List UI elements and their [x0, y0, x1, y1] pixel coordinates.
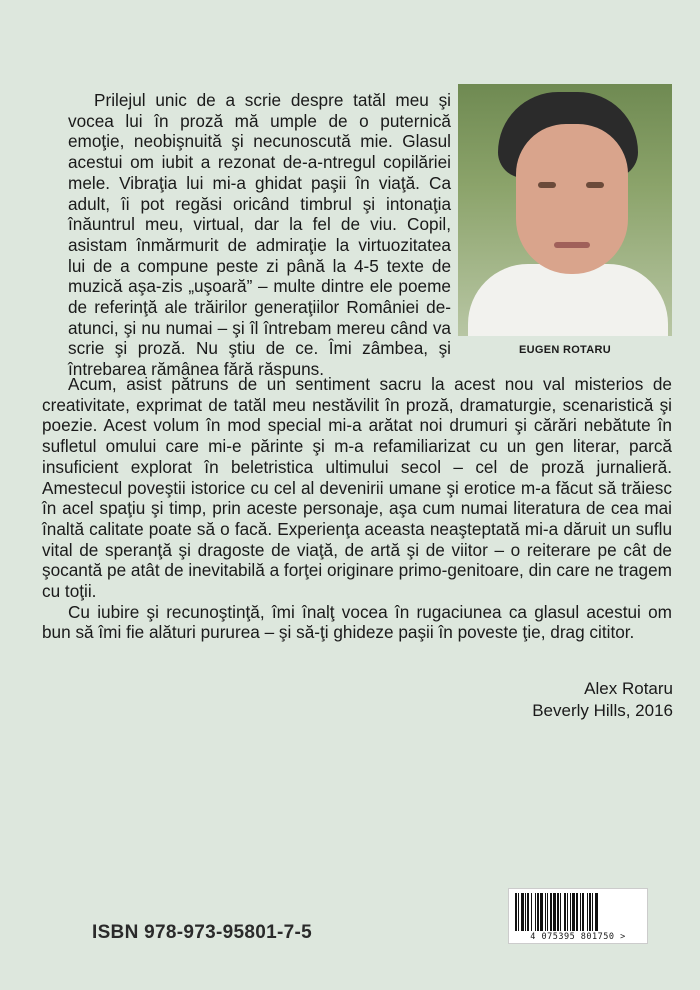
barcode-digits: 4 075395 801750 >: [530, 932, 626, 942]
paragraph: Acum, asist pătruns de un sentiment sacru la acest nou val misterios de creativitate, exprimat de tatăl meu nestăvilit în proză, dramaturgie, scenaristică şi poezie. Acest volum în mod special mi-a arătat noi drumuri şi cărări nebătute în sufletul omului care mi-e părinte şi m-a refamiliarizat cu un gen literar, parcă insuficient explorat în beletristica ultimului secol – cel de proză jurnalieră. Amestecul poveştii istorice cu cel al devenirii umane şi erotice m-a făcut să trăiesc în acel spaţiu şi timp, prin aceste personaje, aşa cum numai literatura de cea mai înaltă calitate poate să o facă. Experienţa aceasta neaşteptată mi-a dăruit un suflu vital de speranţă şi dragoste de viaţă, de artă şi de viitor – o reiterare pe cât de şocantă pe atât de inevitabilă a forţei originare primo-genitoare, din care ne tragem cu toţii.: [42, 374, 672, 602]
photo-caption: EUGEN ROTARU: [518, 344, 611, 356]
paragraph: Cu iubire şi recunoştinţă, îmi înalţ vocea în rugaciunea ca glasul acestui om bun să îmi fie alături pururea – şi să-ţi ghideze paşii în poveste ţie, drag cititor.: [42, 601, 672, 643]
body-text: [42, 374, 672, 643]
barcode-bars: [515, 893, 641, 931]
isbn-label: ISBN 978-973-95801-7-5: [92, 922, 312, 943]
signature: [532, 678, 673, 722]
signature-name: Alex Rotaru: [584, 679, 673, 698]
intro-text: [68, 90, 451, 380]
paragraph: Prilejul unic de a scrie despre tatăl meu şi vocea lui în proză mă umple de o puternică emoţie, neobişnuită şi necunoscută mie. Glasul acestui om iubit a rezonat de-a-ntregul copilăriei mele. Vibraţia lui mi-a ghidat paşii în viaţă. Ca adult, îi pot regăsi oricând timbrul şi intonaţia înăuntrul meu, virtual, dar la fel de viu. Copil, asistam înmărmurit de admiraţie la virtuozitatea lui de a compune peste zi până la 4-5 texte de muzică aşa-zis „uşoară” – multe dintre ele poeme de referinţă ale trăirilor generaţiilor României de-atunci, şi nu numai – şi îl întrebam mereu când va scrie şi proză. Nu ştiu de ce. Îmi zâmbea, şi întrebarea rămânea fără răspuns.: [68, 90, 451, 380]
signature-place-year: Beverly Hills, 2016: [532, 701, 673, 720]
barcode: [508, 888, 648, 944]
author-photo: [458, 84, 672, 336]
